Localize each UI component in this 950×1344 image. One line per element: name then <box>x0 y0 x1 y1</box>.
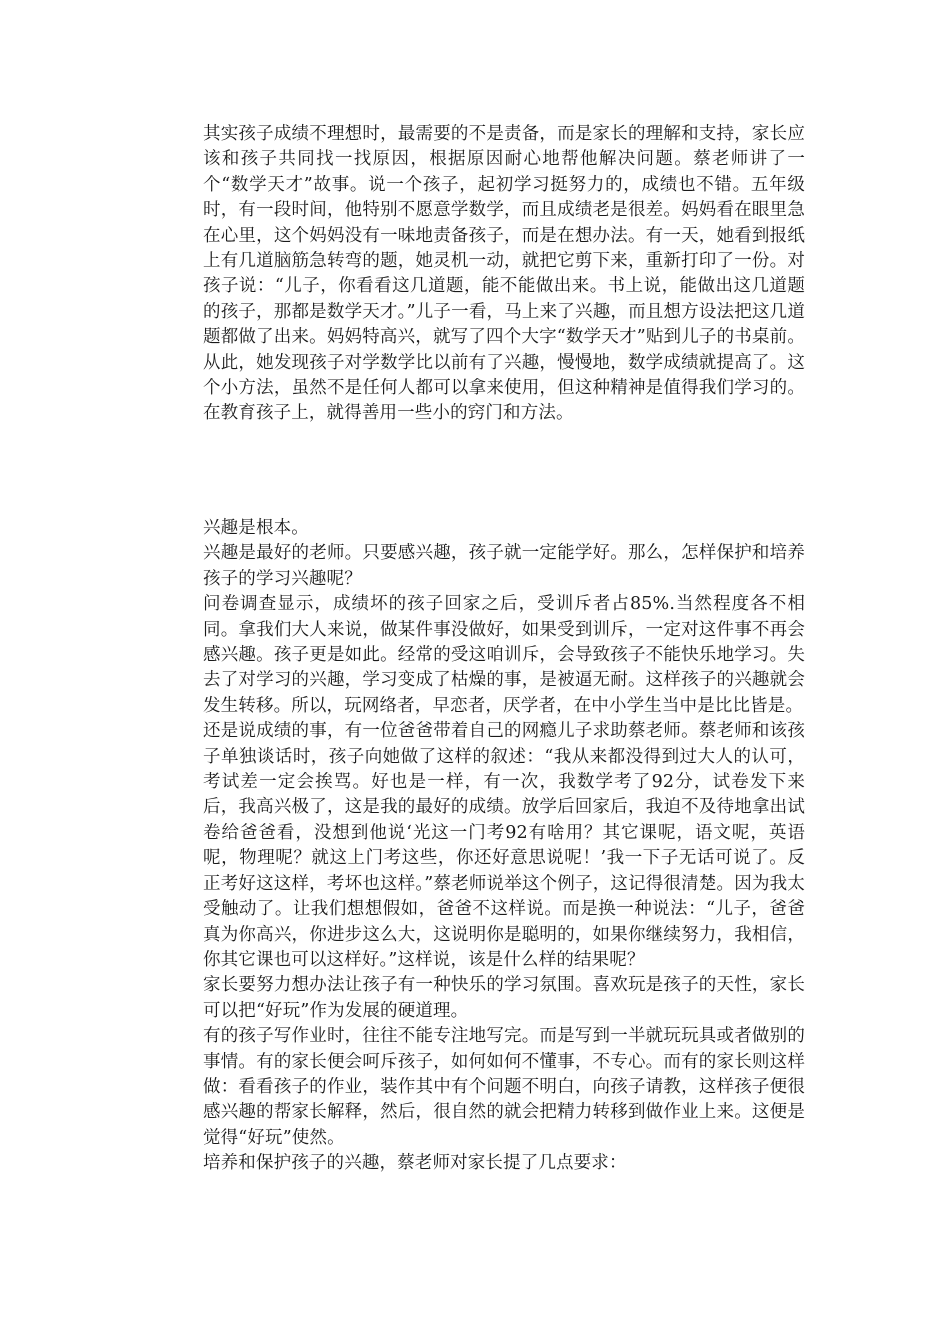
section-heading: 兴趣是根本。 <box>203 518 309 538</box>
paragraph-math-genius: 其实孩子成绩不理想时，最需要的不是责备，而是家长的理解和支持，家长应该和孩子共同找一找原因，根据原因耐心地帮他解决问题。蔡老师讲了一个“数学天才”故事。说一个孩子，起初学习挺努力的，成绩也不错。五年级时，有一段时间，他特别不愿意学数学，而且成绩老是很差。妈妈看在眼里急在心里，这个妈妈没有一味地责备孩子，而是在想办法。有一天，她看到报纸上有几道脑筋急转弯的题，她灵机一动，就把它剪下来，重新打印了一份。对孩子说：“儿子，你看看这几道题，能不能做出来。书上说，能做出这几道题的孩子，那都是数学天才。”儿子一看，马上来了兴趣，而且想方设法把这几道题都做了出来。妈妈特高兴，就写了四个大字“数学天才”贴到儿子的书桌前。从此，她发现孩子对学数学比以前有了兴趣，慢慢地，数学成绩就提高了。这个小方法，虽然不是任何人都可以拿来使用，但这种精神是值得我们学习的。在教育孩子上，就得善用一些小的窍门和方法。 <box>203 124 805 424</box>
paragraph-father-story: 还是说成绩的事，有一位爸爸带着自己的网瘾儿子求助蔡老师。蔡老师和该孩子单独谈话时，孩子向她做了这样的叙述：“我从来都没得到过大人的认可，考试差一定会挨骂。好也是一样，有一次，我数学考了92分，试卷发下来后，我高兴极了，这是我的最好的成绩。放学后回家后，我迫不及待地拿出试卷给爸爸看，没想到他说‘光这一门考92有啥用？其它课呢，语文呢，英语呢，物理呢？就这上门考这些，你还好意思说呢！’我一下子无话可说了。反正考好这这样，考坏也这样。”蔡老师说举这个例子，这记得很清楚。因为我太受触动了。让我们想想假如，爸爸不这样说。而是换一种说法：“儿子，爸爸真为你高兴，你进步这么大，这说明你是聪明的，如果你继续努力，我相信，你其它课也可以这样好。”这样说，该是什么样的结果呢？ <box>203 721 805 970</box>
paragraph-requirements: 培养和保护孩子的兴趣，蔡老师对家长提了几点要求： <box>203 1153 627 1174</box>
paragraph-survey: 问卷调查显示，成绩坏的孩子回家之后，受训斥者占85%.当然程度各不相同。拿我们大人来说，做某件事没做好，如果受到训斥，一定对这件事不再会感兴趣。孩子更是如此。经常的受这咱训斥，会导致孩子不能快乐地学习。失去了对学习的兴趣，学习变成了枯燥的事，是被逼无耐。这样孩子的兴趣就会发生转移。所以，玩网络者，早恋者，厌学者，在中小学生当中是比比皆是。 <box>203 594 805 716</box>
paragraph-interest-teacher: 兴趣是最好的老师。只要感兴趣，孩子就一定能学好。那么，怎样保护和培养孩子的学习兴趣呢？ <box>203 543 805 589</box>
paragraph-happy-atmosphere: 家长要努力想办法让孩子有一种快乐的学习氛围。喜欢玩是孩子的天性，家长可以把“好玩”作为发展的硬道理。 <box>203 975 805 1021</box>
paragraph-homework: 有的孩子写作业时，往往不能专注地写完。而是写到一半就玩玩具或者做别的事情。有的家长便会呵斥孩子，如何如何不懂事，不专心。而有的家长则这样做：看看孩子的作业，装作其中有个问题不明白，向孩子请教，这样孩子便很感兴趣的帮家长解释，然后，很自然的就会把精力转移到做作业上来。这便是觉得“好玩”使然。 <box>203 1026 805 1148</box>
interest-section <box>203 516 805 1177</box>
story-paragraph <box>203 122 805 427</box>
